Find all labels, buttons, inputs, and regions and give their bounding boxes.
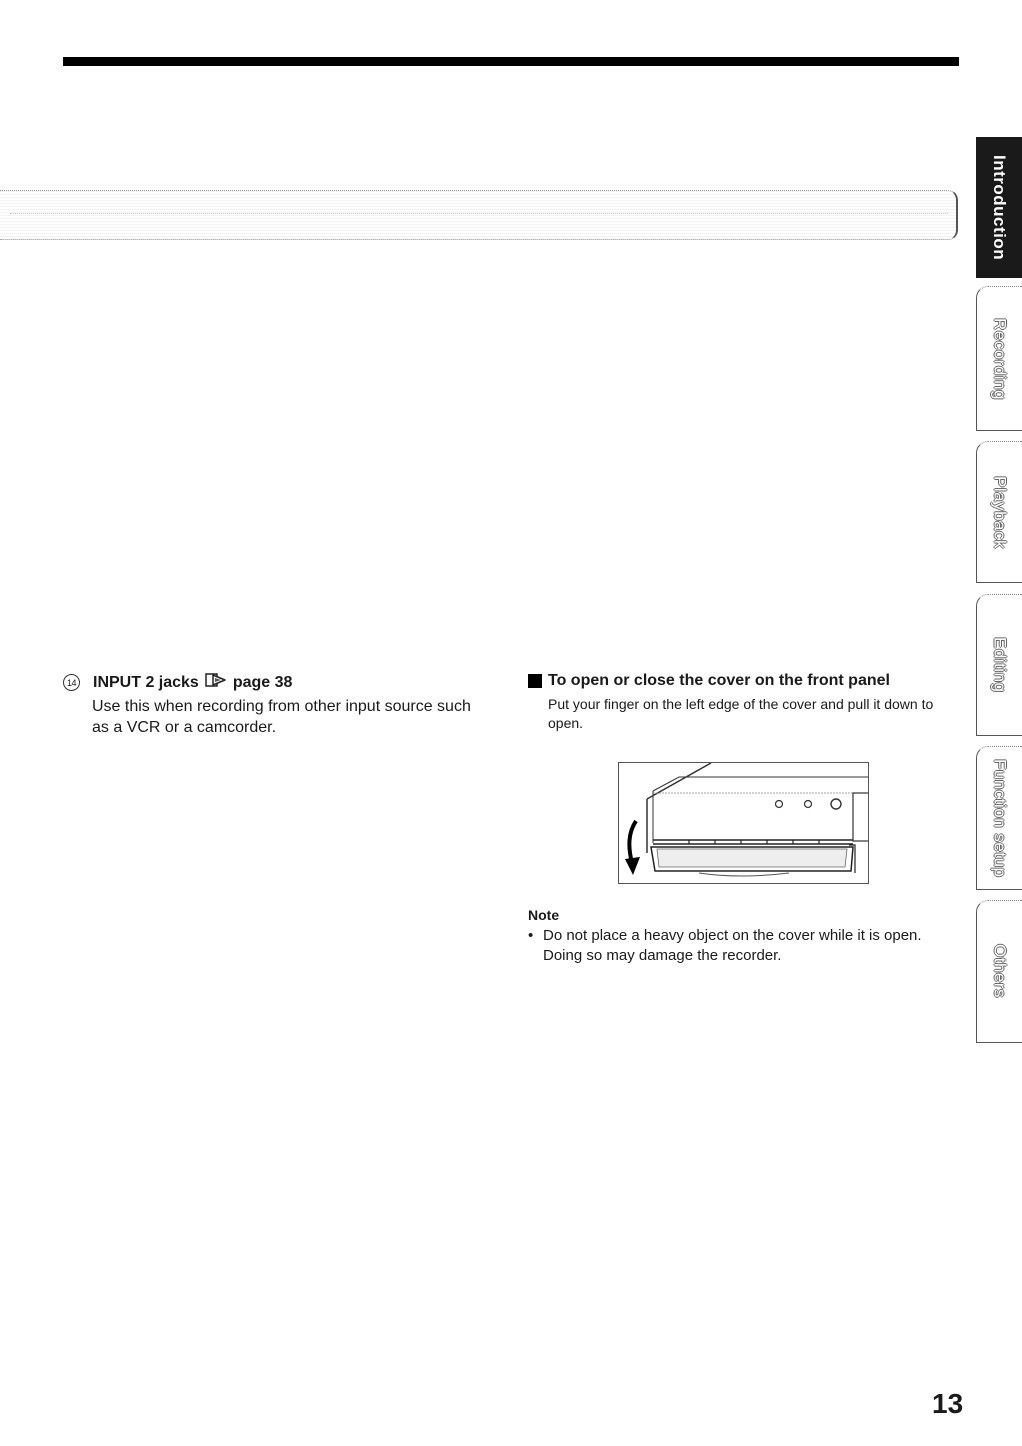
item-description: Use this when recording from other input source such as a VCR or a camcorder.: [92, 698, 471, 736]
tab-recording[interactable]: [976, 286, 1022, 431]
circled-number: 14: [63, 674, 80, 691]
tab-introduction[interactable]: [976, 137, 1022, 278]
tab-editing[interactable]: [976, 594, 1022, 736]
note-text: Do not place a heavy object on the cover while it is open. Doing so may damage the recorder.: [543, 927, 922, 964]
tab-label: Editing: [990, 637, 1010, 693]
section-description: Put your finger on the left edge of the cover and pull it down to open.: [548, 696, 934, 731]
tab-label: Playback: [990, 475, 1010, 549]
square-bullet-icon: [528, 674, 542, 688]
tab-label: Introduction: [990, 154, 1009, 261]
header-band: [0, 190, 958, 240]
note-box: [528, 907, 948, 966]
page-reference-icon: [205, 672, 227, 693]
tab-function-setup[interactable]: [976, 746, 1022, 890]
tab-label: Others: [990, 944, 1010, 999]
top-rule: [63, 57, 959, 66]
note-title: Note: [528, 907, 560, 923]
note-item: [528, 926, 948, 966]
front-panel-illustration: [618, 762, 869, 884]
section-heading: [528, 672, 958, 690]
item-heading: [63, 672, 483, 693]
page-reference-link[interactable]: page 38: [232, 673, 293, 691]
tab-label: Recording: [990, 317, 1010, 400]
page-number: 13: [932, 1388, 964, 1419]
item-input2-jacks: [63, 672, 483, 738]
bullet-icon: •: [528, 927, 534, 944]
item-title: INPUT 2 jacks: [93, 673, 199, 691]
tab-label: Function setup: [990, 758, 1010, 878]
section-title: To open or close the cover on the front panel: [548, 672, 890, 689]
cover-section: [528, 672, 958, 733]
tab-others[interactable]: [976, 900, 1022, 1043]
tab-playback[interactable]: [976, 441, 1022, 583]
